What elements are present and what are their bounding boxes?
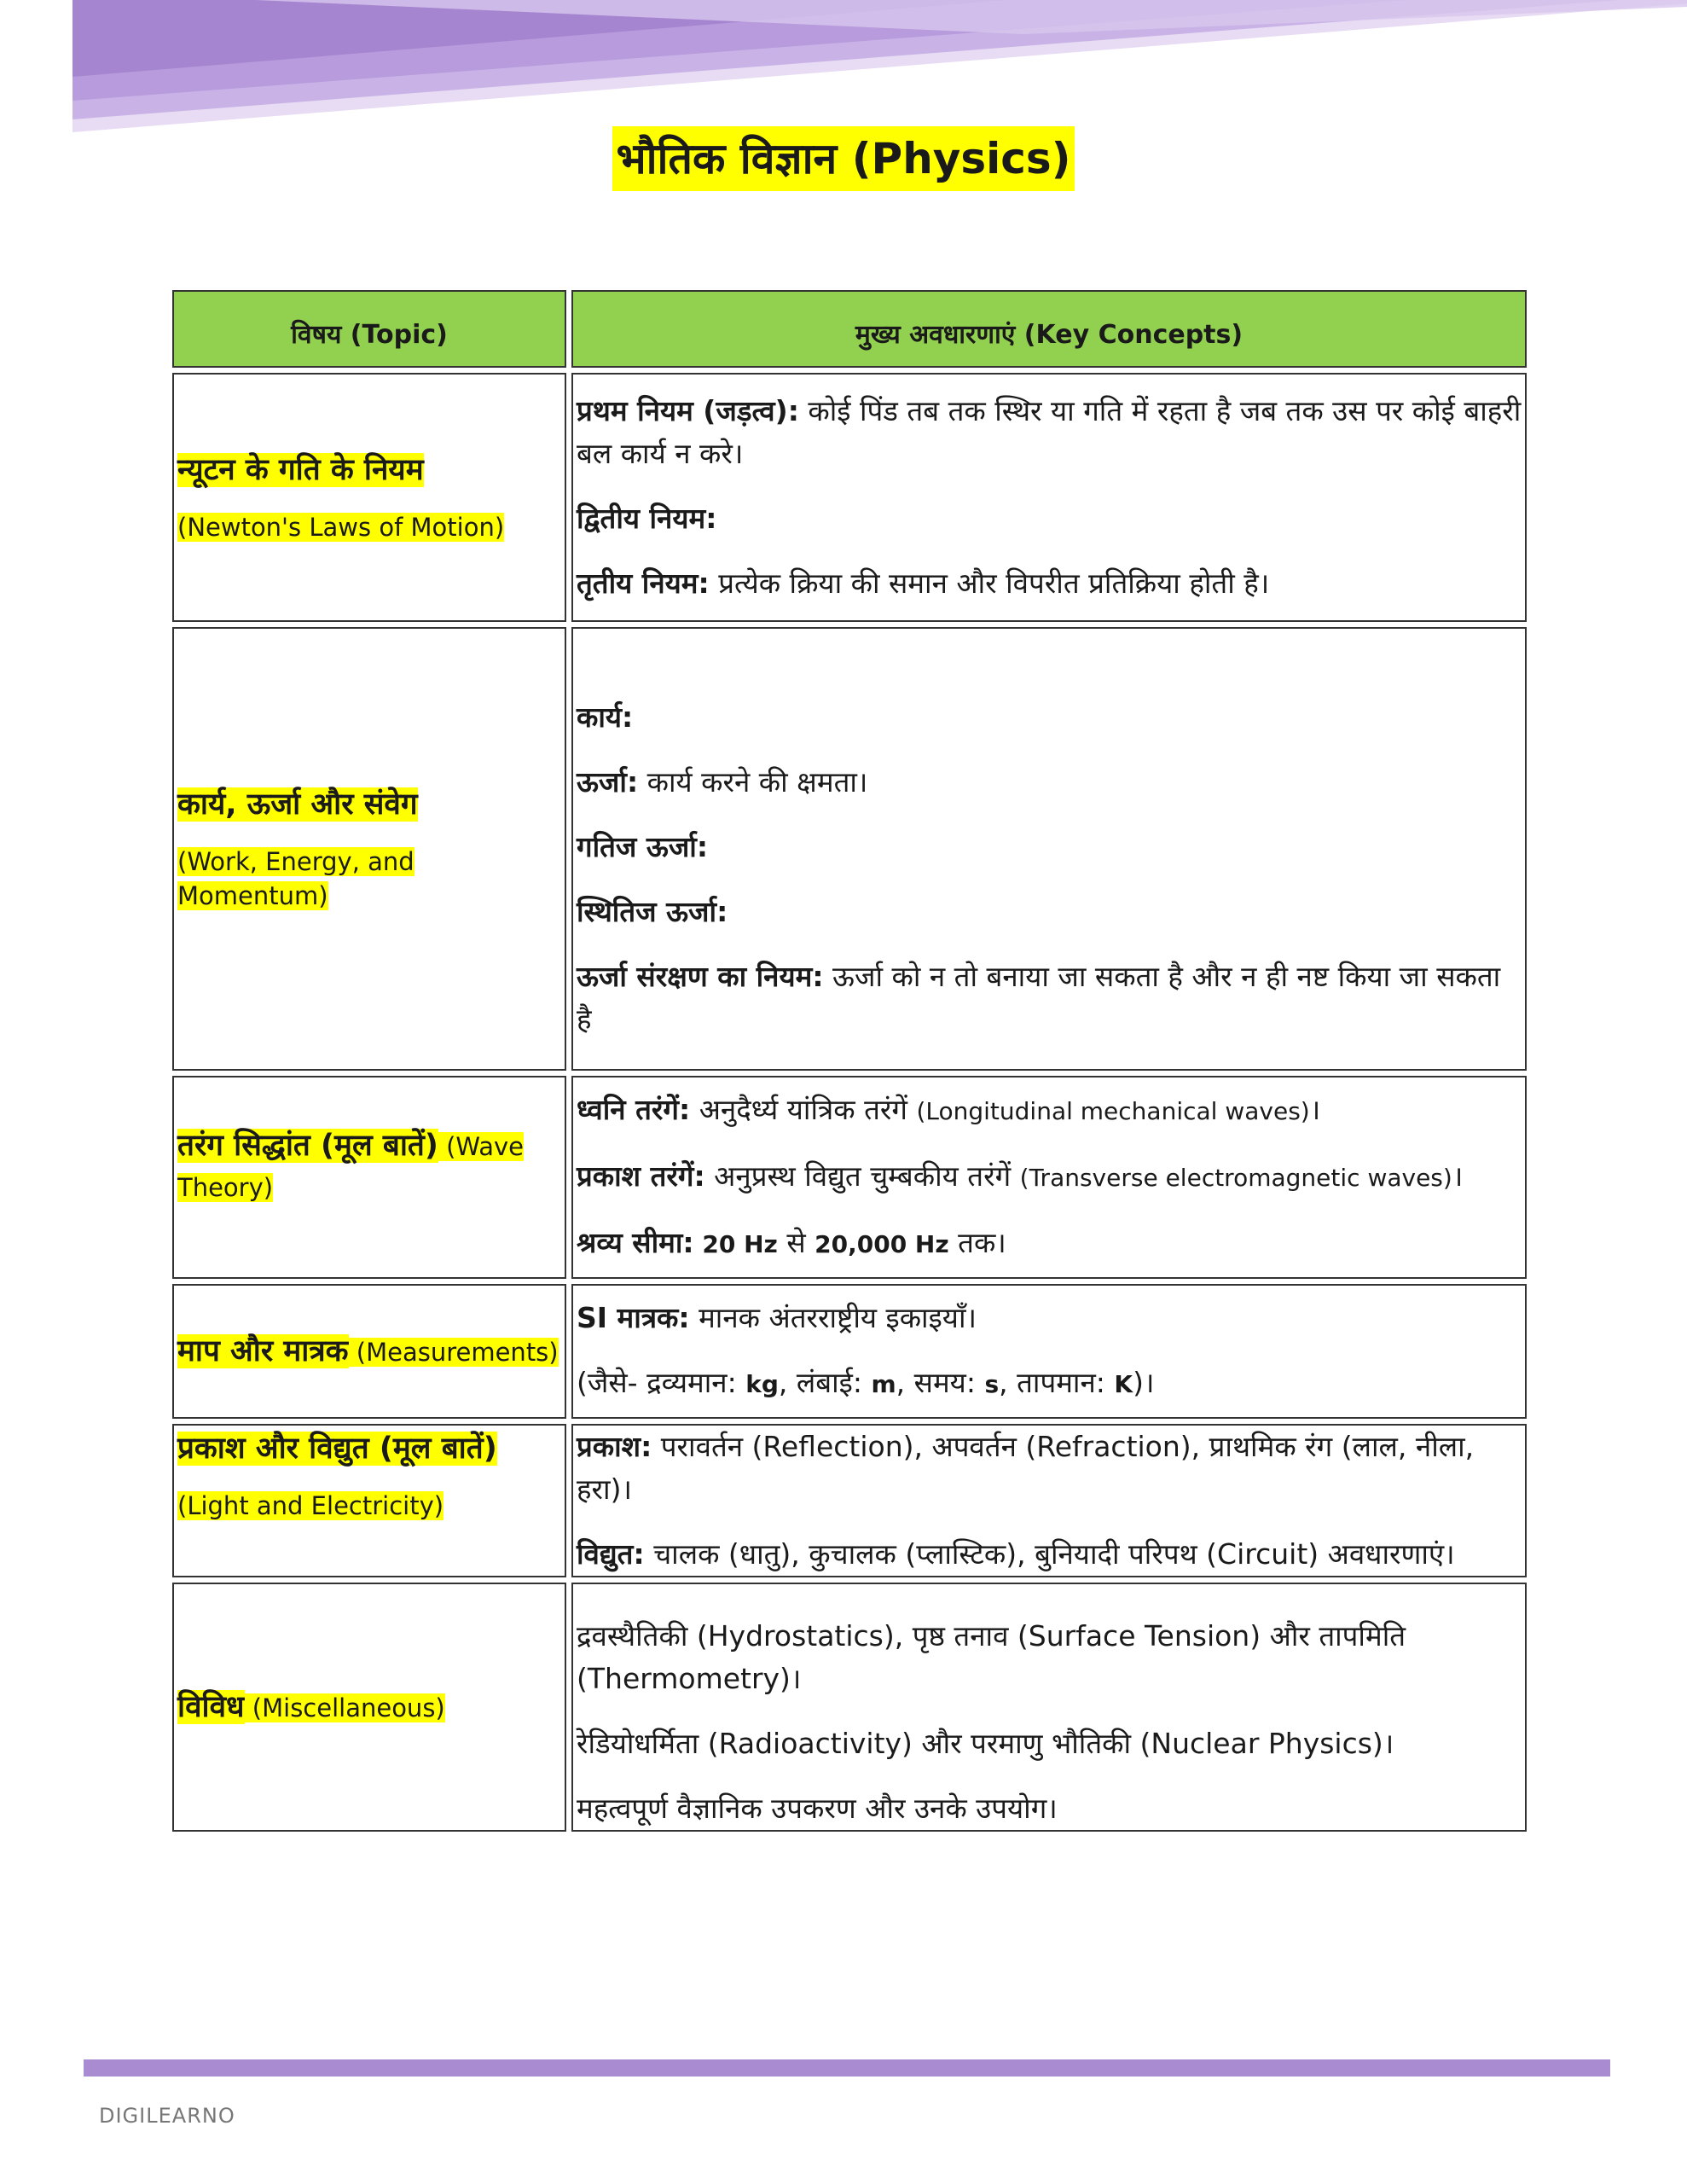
- topic-english: (Light and Electricity): [177, 1491, 444, 1520]
- concept-english: (Transverse electromagnetic waves): [1019, 1164, 1452, 1192]
- concept-label: तृतीय नियम:: [577, 566, 710, 600]
- concept-line: [577, 1222, 1522, 1266]
- concept-tail: ।: [1309, 1093, 1321, 1126]
- concept-text: , तापमान:: [999, 1366, 1115, 1399]
- concept-line: [577, 696, 1522, 739]
- concept-text: परावर्तन (Reflection), अपवर्तन (Refraction), प्राथमिक रंग (लाल, नीला, हरा)।: [577, 1430, 1475, 1506]
- topic-cell: [172, 1424, 566, 1577]
- freq-low: 20 Hz: [693, 1230, 778, 1258]
- topic-english: (Work, Energy, and Momentum): [177, 847, 415, 910]
- table-row: [172, 373, 1527, 622]
- topic-cell: [172, 1076, 566, 1279]
- unit-s: s: [984, 1370, 1000, 1398]
- concepts-cell: [571, 1583, 1527, 1832]
- concept-line: [577, 562, 1522, 605]
- concept-text: द्रवस्थैतिकी (Hydrostatics), पृष्ठ तनाव (Surface Tension) और तापमिति (Thermometry)।: [577, 1619, 1406, 1695]
- concept-line: [577, 1787, 1522, 1830]
- unit-m: m: [871, 1370, 896, 1398]
- topic-cell: [172, 1583, 566, 1832]
- concept-line: [577, 390, 1522, 475]
- concept-label: गतिज ऊर्जा:: [577, 830, 709, 863]
- topic-hindi: न्यूटन के गति के नियम: [177, 453, 424, 487]
- header-topic: विषय (Topic): [172, 290, 566, 368]
- concept-label: प्रकाश तरंगें:: [577, 1159, 705, 1193]
- concept-text: प्रत्येक क्रिया की समान और विपरीत प्रतिक्रिया होती है।: [709, 566, 1270, 600]
- concept-text: चालक (धातु), कुचालक (प्लास्टिक), बुनियादी परिपथ (Circuit) अवधारणाएं।: [644, 1537, 1455, 1571]
- topic-english: (Miscellaneous): [244, 1693, 445, 1722]
- concept-text: अनुप्रस्थ विद्युत चुम्बकीय तरंगें: [704, 1159, 1020, 1193]
- concept-text: मानक अंतरराष्ट्रीय इकाइयाँ।: [689, 1301, 977, 1334]
- concept-label: द्वितीय नियम:: [577, 502, 717, 535]
- concept-label: ध्वनि तरंगें:: [577, 1093, 691, 1126]
- topic-english: (Newton's Laws of Motion): [177, 513, 505, 542]
- topic-hindi: माप और मात्रक: [177, 1334, 349, 1368]
- concept-label: कार्य:: [577, 700, 634, 734]
- title-wrap: [0, 126, 1687, 191]
- concept-line: [577, 1722, 1522, 1765]
- concept-text: महत्वपूर्ण वैज्ञानिक उपकरण और उनके उपयोग।: [577, 1792, 1058, 1825]
- footer-bar: [84, 2059, 1610, 2077]
- concept-text: कोई पिंड तब तक स्थिर या गति में रहता है जब तक उस पर कोई बाहरी बल कार्य न करे।: [577, 394, 1522, 470]
- concept-text: ऊर्जा को न तो बनाया जा सकता है और न ही नष्ट किया जा सकता है: [577, 960, 1501, 1036]
- table-row: [172, 627, 1527, 1071]
- table-row: [172, 1076, 1527, 1279]
- concept-text: रेडियोधर्मिता (Radioactivity) और परमाणु भौतिकी (Nuclear Physics)।: [577, 1727, 1394, 1760]
- concept-label: स्थितिज ऊर्जा:: [577, 895, 728, 928]
- concept-label: ऊर्जा संरक्षण का नियम:: [577, 960, 824, 993]
- concept-label: प्रकाश:: [577, 1430, 652, 1463]
- concepts-cell: [571, 627, 1527, 1071]
- concept-line: [577, 1615, 1522, 1700]
- table-header-row: [172, 290, 1527, 368]
- concept-line: [577, 1426, 1522, 1511]
- concept-line: [577, 1155, 1522, 1199]
- concept-mid: से: [777, 1226, 815, 1259]
- page-title: भौतिक विज्ञान (Physics): [612, 126, 1074, 191]
- concept-line: [577, 761, 1522, 804]
- concept-text: , लंबाई:: [778, 1366, 872, 1399]
- topic-hindi: तरंग सिद्धांत (मूल बातें): [177, 1129, 438, 1163]
- concept-text: (जैसे- द्रव्यमान:: [577, 1366, 746, 1399]
- footer-brand: DIGILEARNO: [99, 2104, 235, 2128]
- concept-label: ऊर्जा:: [577, 765, 639, 799]
- concept-line: [577, 1362, 1522, 1406]
- topic-hindi: विविध: [177, 1690, 245, 1724]
- concept-line: [577, 1089, 1522, 1133]
- concept-text: कार्य करने की क्षमता।: [638, 765, 868, 799]
- header-banner: [0, 0, 1687, 145]
- concept-label: विद्युत:: [577, 1537, 645, 1571]
- freq-high: 20,000 Hz: [815, 1230, 949, 1258]
- concept-line: [577, 1297, 1522, 1339]
- concept-line: [577, 1533, 1522, 1576]
- concept-tail: ।: [1452, 1159, 1464, 1193]
- topic-cell: [172, 627, 566, 1071]
- concept-line: [577, 826, 1522, 868]
- unit-k: K: [1114, 1370, 1133, 1398]
- topic-hindi: प्रकाश और विद्युत (मूल बातें): [177, 1432, 497, 1466]
- topic-hindi: कार्य, ऊर्जा और संवेग: [177, 787, 418, 822]
- topic-cell: [172, 1284, 566, 1419]
- table-row: [172, 1424, 1527, 1577]
- header-concepts: मुख्य अवधारणाएं (Key Concepts): [571, 290, 1527, 368]
- topic-cell: [172, 373, 566, 622]
- concept-line: [577, 956, 1522, 1041]
- concept-label: श्रव्य सीमा:: [577, 1226, 694, 1259]
- table-row: [172, 1583, 1527, 1832]
- topic-english: (Wave Theory): [177, 1132, 525, 1202]
- concepts-cell: [571, 373, 1527, 622]
- concept-text: अनुदैर्ध्य यांत्रिक तरंगें: [690, 1093, 917, 1126]
- concept-line: [577, 891, 1522, 933]
- concepts-cell: [571, 1076, 1527, 1279]
- concept-line: [577, 497, 1522, 540]
- concept-text: )।: [1133, 1366, 1155, 1399]
- physics-table: [167, 285, 1532, 1837]
- concept-tail: तक।: [948, 1226, 1006, 1259]
- concept-text: , समय:: [896, 1366, 985, 1399]
- unit-kg: kg: [745, 1370, 779, 1398]
- table-row: [172, 1284, 1527, 1419]
- concept-english: (Longitudinal mechanical waves): [916, 1097, 1310, 1125]
- concepts-cell: [571, 1284, 1527, 1419]
- concept-label: SI मात्रक:: [577, 1301, 690, 1334]
- concepts-cell: [571, 1424, 1527, 1577]
- topic-english: (Measurements): [348, 1338, 559, 1367]
- concept-label: प्रथम नियम (जड़त्व):: [577, 394, 799, 427]
